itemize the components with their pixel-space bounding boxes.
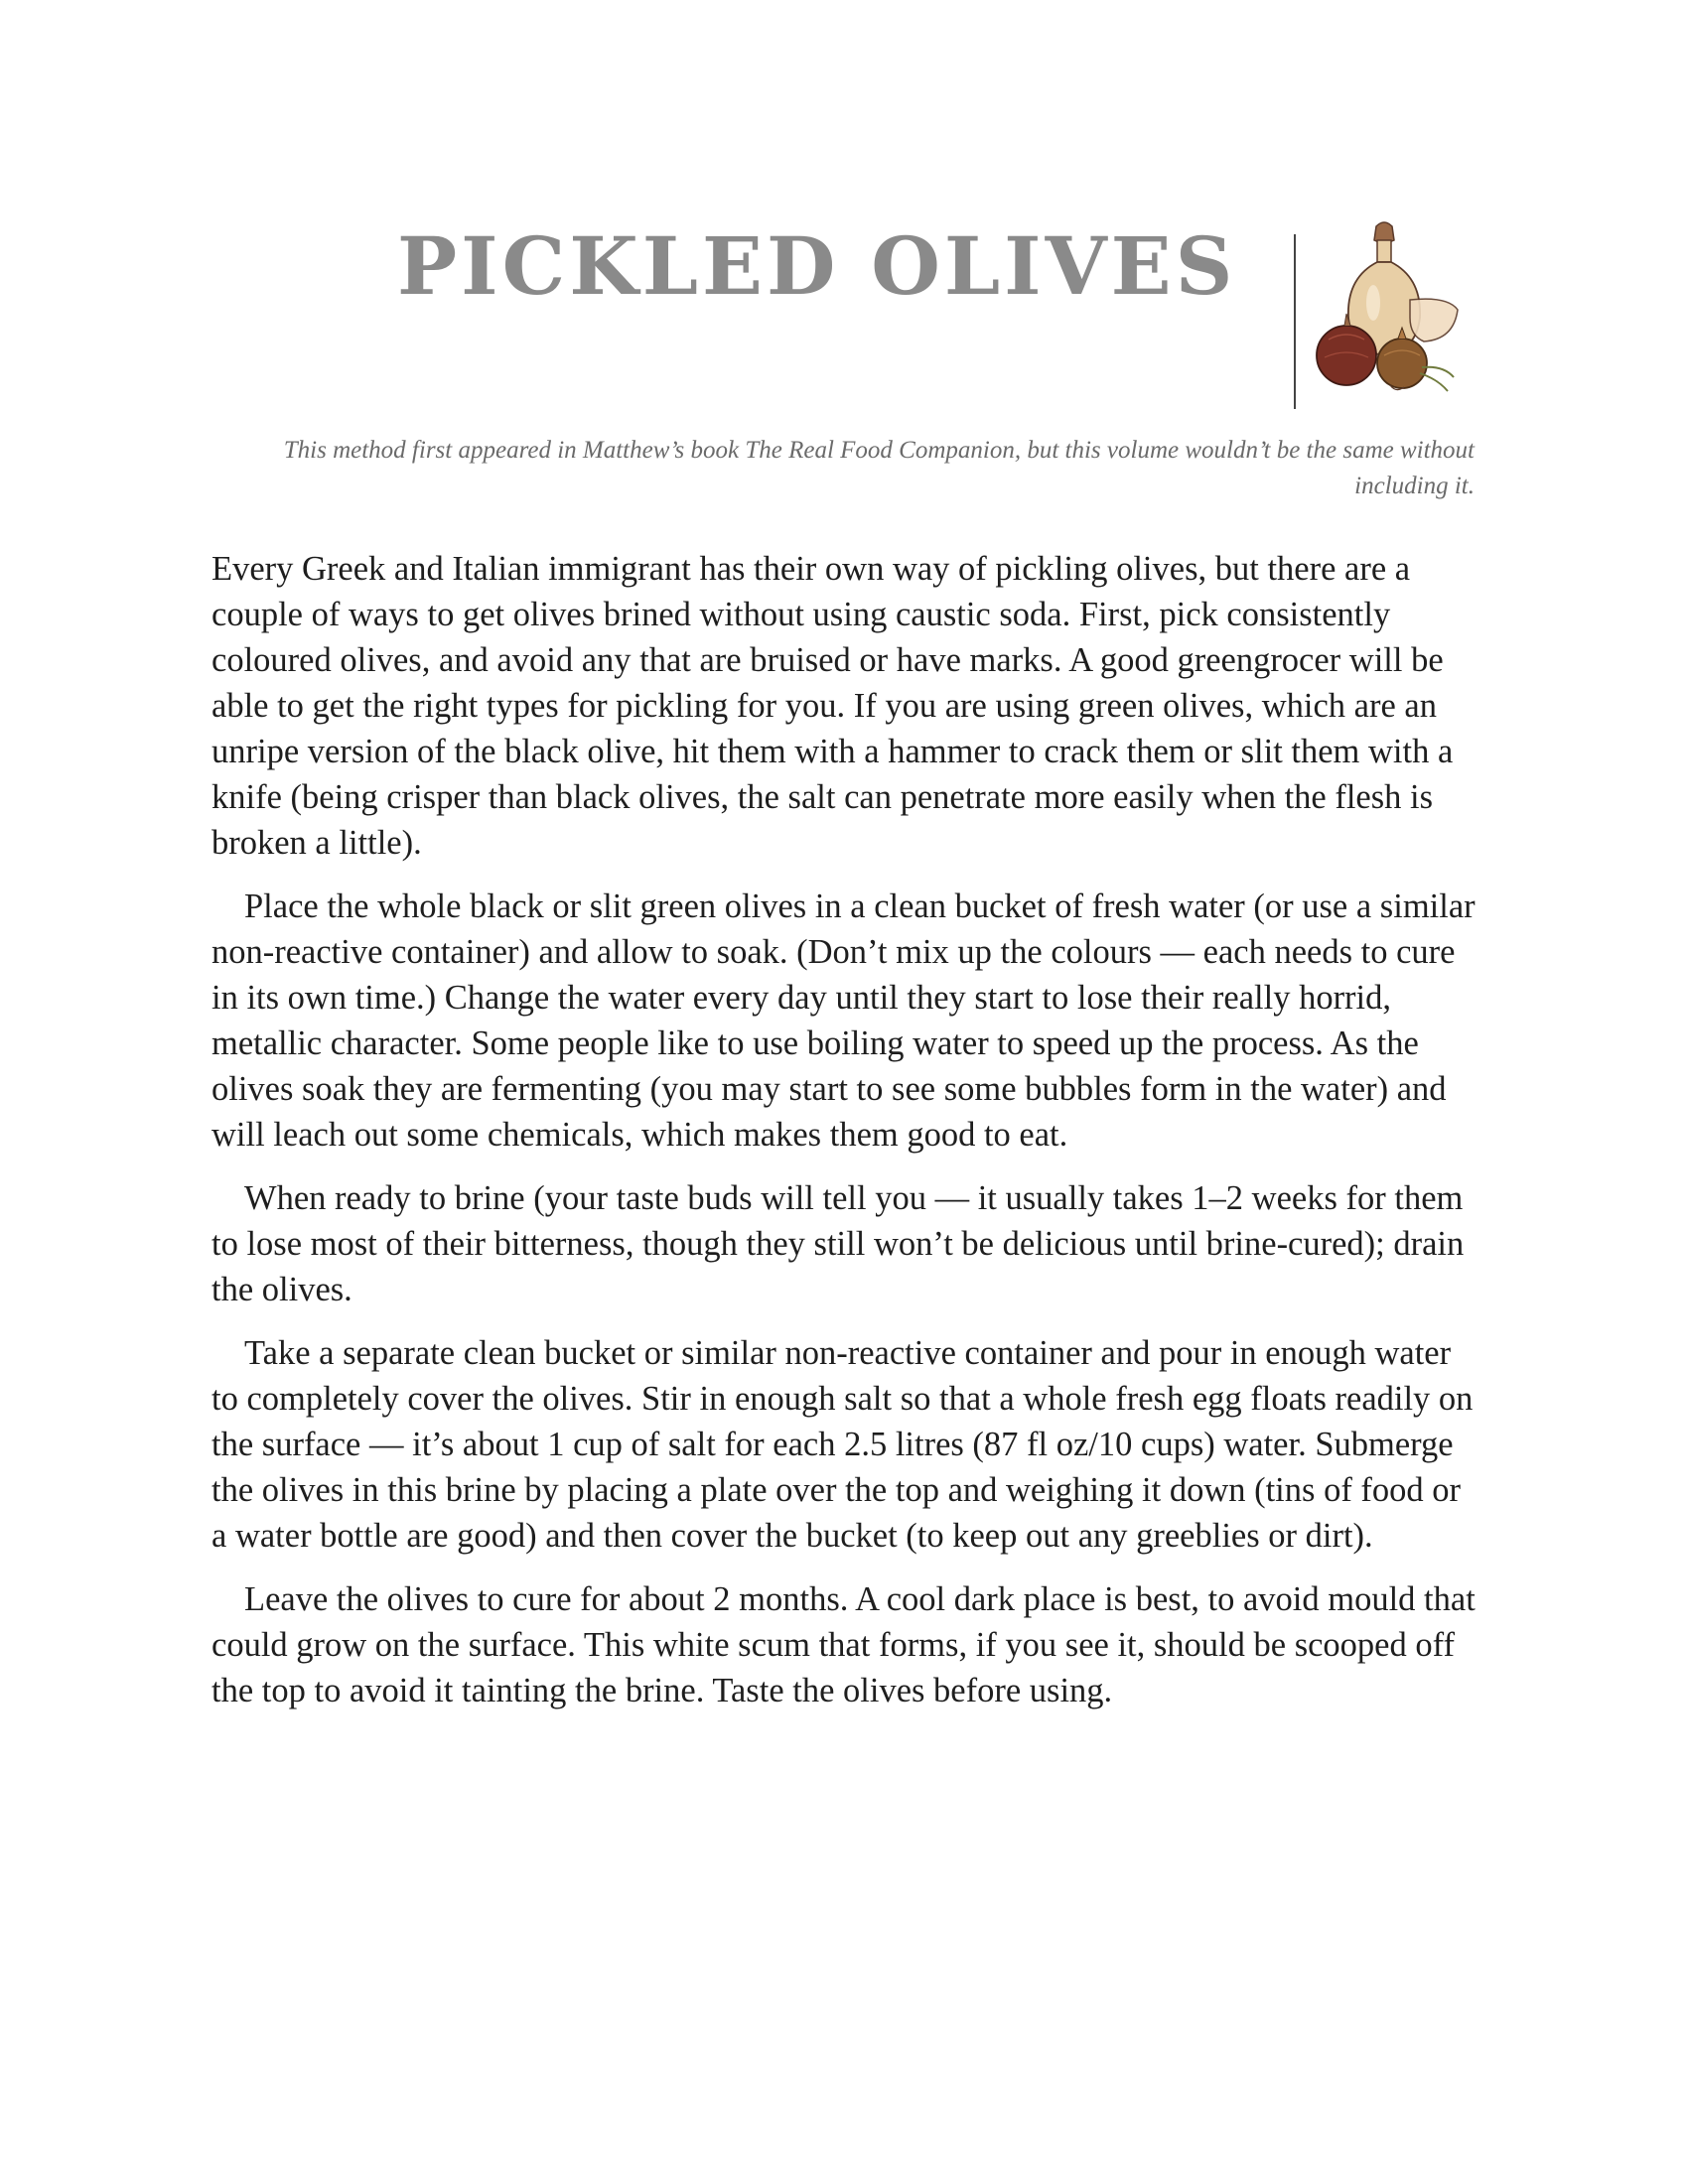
olive-oil-jar-with-onions-icon [1299,218,1468,397]
paragraph: Every Greek and Italian immigrant has their own way of pickling olives, but there are a couple of ways to get olives brined without using caustic soda. First, pick consistently coloured olives, and avoid any that are bruised or have marks. A good greengrocer will be able to get the right types for pickling for you. If you are using green olives, which are an unripe version of the black olive, hit them with a hammer to crack them or slit them with a knife (being crisper than black olives, the salt can penetrate more easily when the flesh is broken a little). [211,550,1454,862]
paragraph: Leave the olives to cure for about 2 months. A cool dark place is best, to avoid mould that could grow on the surface. This white scum that forms, if you see it, should be scooped off the top to avoid it tainting the brine. Taste the olives before using. [211,1580,1476,1709]
paragraph: Place the whole black or slit green olives in a clean bucket of fresh water (or use a similar non-reactive container) and allow to soak. (Don’t mix up the colours — each needs to cure in its own time.) Change the water every day until they start to lose their really horrid, metallic character. Some people like to use boiling water to speed up the process. As the olives soak they are fermenting (you may start to see some bubbles form in the water) and will leach out some chemicals, which makes them good to eat. [211,887,1476,1154]
paragraph: Take a separate clean bucket or similar non-reactive container and pour in enough water to completely cover the olives. Stir in enough salt so that a whole fresh egg floats readily on the surface — it’s about 1 cup of salt for each 2.5 litres (87 fl oz/10 cups) water. Submerge the olives in this brine by placing a plate over the top and weighing it down (tins of food or a water bottle are good) and then cover the bucket (to keep out any greeblies or dirt). [211,1334,1474,1555]
page-title: PICKLED OLIVES [397,219,1237,313]
recipe-body [211,546,1477,1731]
paragraph: When ready to brine (your taste buds will tell you — it usually takes 1–2 weeks for them to lose most of their bitterness, though they still won’t be delicious until brine-cured); drain the olives. [211,1179,1465,1308]
intro-note: This method first appeared in Matthew’s book The Real Food Companion, but this volume wouldn’t be the same without including it. [283,437,1475,499]
title-block [397,199,1470,417]
title-divider [1294,234,1296,409]
